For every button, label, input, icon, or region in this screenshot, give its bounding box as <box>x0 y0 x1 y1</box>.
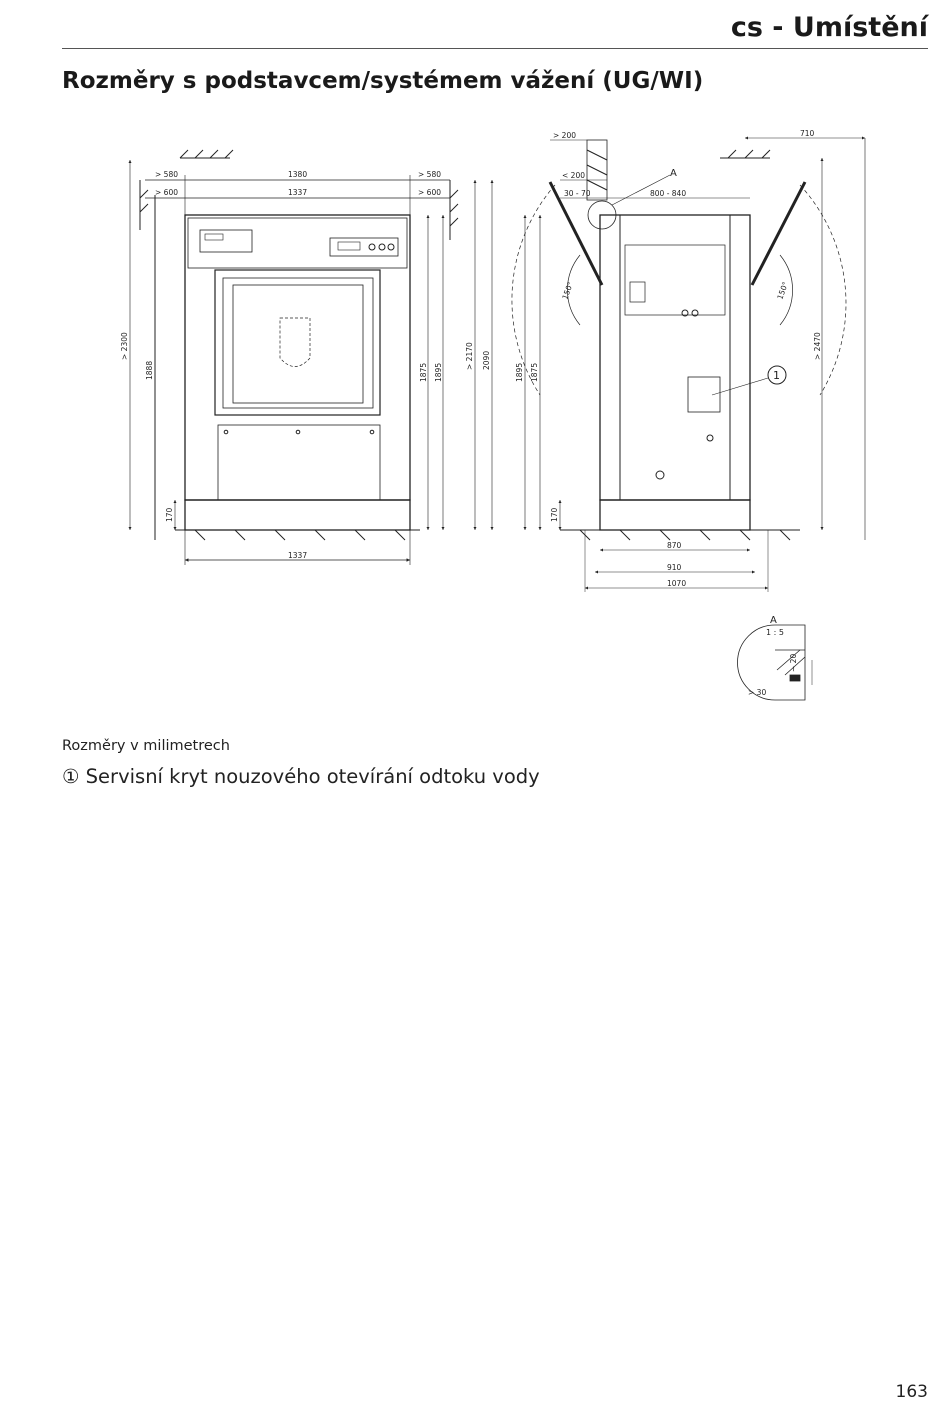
front-view-labels <box>120 170 443 560</box>
svg-text:> 30: > 30 <box>748 688 767 697</box>
svg-text:870: 870 <box>667 541 682 550</box>
svg-text:A: A <box>670 168 677 179</box>
units-note: Rozměry v milimetrech <box>62 738 230 754</box>
svg-text:1337: 1337 <box>288 188 308 197</box>
svg-text:710: 710 <box>800 129 815 138</box>
svg-text:1380: 1380 <box>288 170 308 179</box>
front-view <box>130 150 458 565</box>
svg-text:150°: 150° <box>775 280 791 301</box>
svg-text:> 2470: > 2470 <box>813 332 822 360</box>
dimension-drawing <box>100 120 890 720</box>
svg-text:1: 1 <box>773 369 780 382</box>
svg-text:1888: 1888 <box>145 360 154 380</box>
section-title: Rozměry s podstavcem/systémem vážení (UG/WI) <box>62 68 704 94</box>
svg-text:910: 910 <box>667 563 682 572</box>
header-divider <box>62 48 928 49</box>
svg-text:> 2300: > 2300 <box>120 332 129 360</box>
svg-text:2090: 2090 <box>482 350 491 370</box>
svg-text:> 600: > 600 <box>418 188 441 197</box>
svg-text:170: 170 <box>165 507 174 522</box>
svg-text:> 600: > 600 <box>155 188 178 197</box>
svg-text:170: 170 <box>550 507 559 522</box>
page-number: 163 <box>895 1382 928 1402</box>
svg-text:1875: 1875 <box>530 362 539 382</box>
svg-text:1895: 1895 <box>515 362 524 382</box>
svg-text:> 2170: > 2170 <box>465 342 474 370</box>
svg-text:1337: 1337 <box>288 551 308 560</box>
svg-text:> 580: > 580 <box>418 170 441 179</box>
svg-text:1 : 5: 1 : 5 <box>766 628 784 637</box>
legend-item-1: ① Servisní kryt nouzového otevírání odtoku vody <box>62 765 540 788</box>
detail-a-labels <box>748 615 798 697</box>
svg-text:A: A <box>770 615 777 626</box>
page-header-title: cs - Umístění <box>730 12 928 43</box>
svg-text:1895: 1895 <box>434 362 443 382</box>
svg-text:1070: 1070 <box>667 579 687 588</box>
svg-text:800 - 840: 800 - 840 <box>650 189 687 198</box>
svg-text:1875: 1875 <box>419 362 428 382</box>
svg-text:30 - 70: 30 - 70 <box>564 189 591 198</box>
svg-text:> 580: > 580 <box>155 170 178 179</box>
svg-text:~ 20: ~ 20 <box>789 653 798 672</box>
svg-text:< 200: < 200 <box>562 171 585 180</box>
svg-text:150°: 150° <box>560 280 576 301</box>
svg-text:> 200: > 200 <box>553 131 576 140</box>
